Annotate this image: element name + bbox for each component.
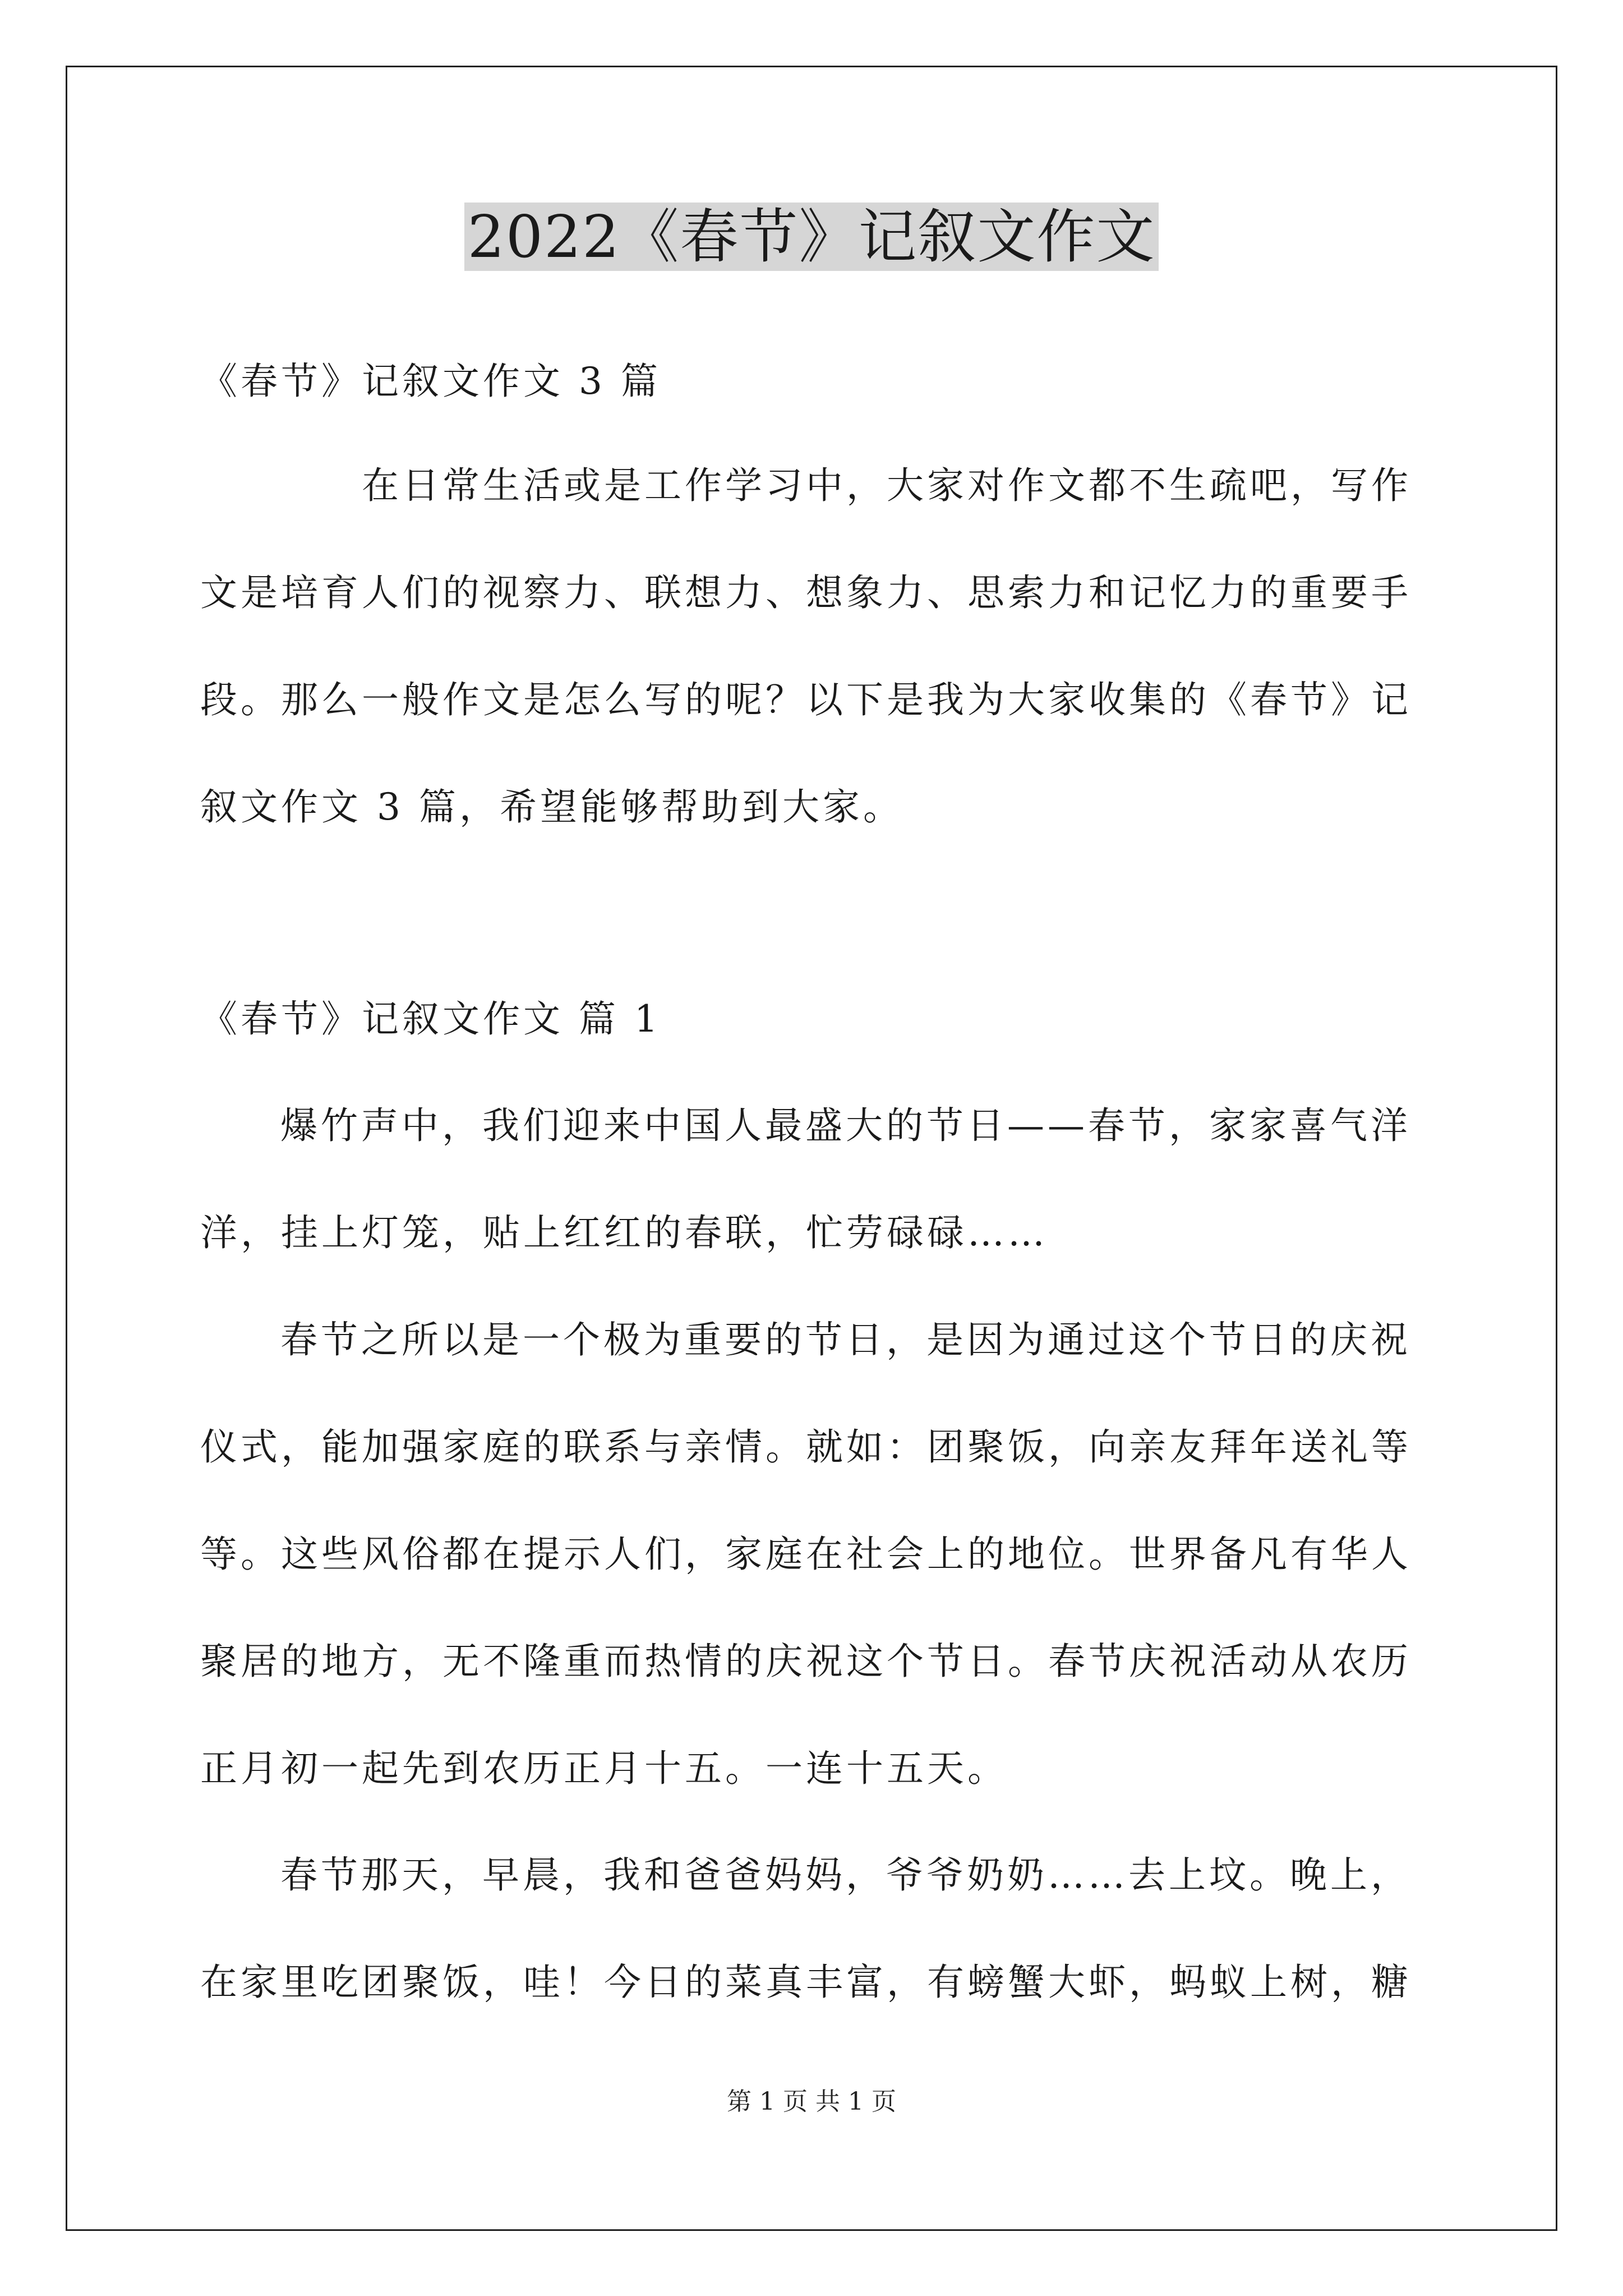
- document-subtitle: 《春节》记叙文作文 3 篇: [200, 360, 661, 403]
- paragraph2-line-3: 等。这些风俗都在提示人们，家庭在社会上的地位。世界备凡有华人: [200, 1533, 1412, 1576]
- intro-line-4: 叙文作文 3 篇，希望能够帮助到大家。: [200, 785, 903, 829]
- document-title: [0, 197, 1623, 276]
- intro-line-2: 文是培育人们的视察力、联想力、想象力、思索力和记忆力的重要手: [200, 571, 1412, 614]
- document-title-text: 2022《春节》记叙文作文: [464, 203, 1159, 271]
- paragraph3-line-1: 春节那天，早晨，我和爸爸妈妈，爷爷奶奶……去上坟。晚上，: [280, 1853, 1411, 1897]
- section-heading: 《春节》记叙文作文 篇 1: [200, 997, 661, 1041]
- paragraph3-line-2: 在家里吃团聚饭，哇！今日的菜真丰富，有螃蟹大虾，蚂蚁上树，糖: [200, 1961, 1412, 2004]
- page-footer: 第 1 页 共 1 页: [727, 2087, 896, 2116]
- paragraph1-line-2: 洋，挂上灯笼，贴上红红的春联，忙劳碌碌……: [200, 1211, 1048, 1254]
- intro-line-1: 在日常生活或是工作学习中，大家对作文都不生疏吧，写作: [362, 464, 1412, 507]
- paragraph1-line-1: 爆竹声中，我们迎来中国人最盛大的节日——春节，家家喜气洋: [280, 1104, 1411, 1147]
- paragraph2-line-1: 春节之所以是一个极为重要的节日，是因为通过这个节日的庆祝: [280, 1318, 1411, 1361]
- paragraph2-line-2: 仪式，能加强家庭的联系与亲情。就如：团聚饭，向亲友拜年送礼等: [200, 1425, 1412, 1469]
- paragraph2-line-5: 正月初一起先到农历正月十五。一连十五天。: [200, 1747, 1008, 1790]
- intro-line-3: 段。那么一般作文是怎么写的呢？以下是我为大家收集的《春节》记: [200, 678, 1412, 721]
- paragraph2-line-4: 聚居的地方，无不隆重而热情的庆祝这个节日。春节庆祝活动从农历: [200, 1640, 1412, 1683]
